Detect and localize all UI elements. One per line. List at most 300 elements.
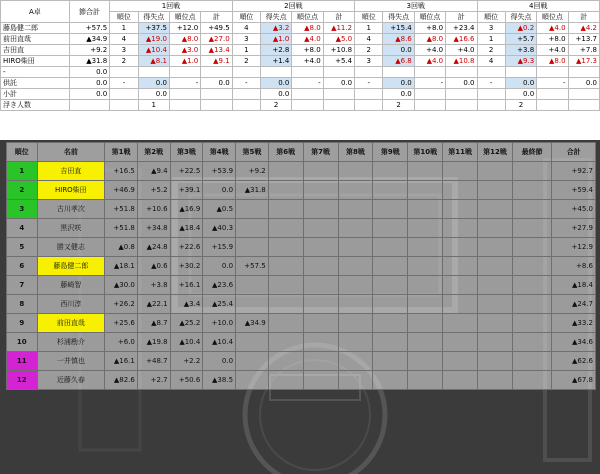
score-cell: +39.1 [170,181,203,200]
round-cell: 0.0 [505,78,536,89]
round-cell: - [355,78,383,89]
player-row [1,56,600,67]
score-cell: +51.8 [105,200,138,219]
round-cell [292,100,323,111]
total-cell: +92.7 [552,162,596,181]
standings-row [7,200,596,219]
rank-cell: 5 [7,238,38,257]
score-cell: +50.6 [170,371,203,390]
score-cell [338,371,373,390]
round-cell [323,89,354,100]
round-cell: +5.7 [505,34,536,45]
standings-row [7,219,596,238]
round-cell: 0.0 [201,78,232,89]
standings-row [7,181,596,200]
round-cell: ▲11.2 [323,23,354,34]
score-cell [443,276,478,295]
round-cell: 2 [110,56,138,67]
round-cell: +13.7 [568,34,599,45]
score-cell [268,333,303,352]
round-cell [201,100,232,111]
round-cell: ▲3.0 [169,45,200,56]
round-cell: +8.0 [537,34,568,45]
round-cell: 0.0 [260,78,291,89]
score-cell [478,295,513,314]
player-total: ▲34.9 [69,34,109,45]
score-cell: 0.0 [203,352,236,371]
score-cell [443,333,478,352]
standings-row [7,371,596,390]
score-cell: ▲25.4 [203,295,236,314]
round-cell: 4 [110,34,138,45]
round-cell: +4.0 [537,45,568,56]
score-cell [236,371,269,390]
score-cell: +22.5 [170,162,203,181]
score-cell: ▲9.4 [137,162,170,181]
round-cell [355,100,383,111]
round-cell: 0.0 [383,45,414,56]
round-cell [110,100,138,111]
score-cell [236,219,269,238]
score-cell [408,371,443,390]
standings-header: 第11戦 [443,143,478,162]
round-cell [201,67,232,78]
score-cell [268,257,303,276]
total-cell: ▲34.6 [552,333,596,352]
round-cell [355,67,383,78]
standings-table [6,142,596,390]
round-cell: ▲8.0 [537,56,568,67]
round-cell: 0.0 [383,78,414,89]
score-cell: +51.8 [105,219,138,238]
round-cell: +4.0 [414,45,445,56]
total-cell: +8.6 [552,257,596,276]
round-cell: ▲10.4 [138,45,169,56]
score-cell: +16.1 [170,276,203,295]
score-cell: +15.9 [203,238,236,257]
round-cell: ▲16.6 [446,34,477,45]
round-cell: ▲8.0 [292,23,323,34]
player-row [1,67,600,78]
score-cell [236,238,269,257]
score-cell: ▲16.1 [105,352,138,371]
round-cell: ▲8.1 [138,56,169,67]
round-cell: ▲9.1 [201,56,232,67]
score-cell [303,276,338,295]
round-cell [477,100,505,111]
score-cell: ▲30.0 [105,276,138,295]
score-cell [408,352,443,371]
score-cell: ▲0.8 [105,238,138,257]
round-cell: 2 [505,100,536,111]
round-cell [568,100,599,111]
score-cell [478,333,513,352]
score-cell: +10.0 [203,314,236,333]
score-cell [338,162,373,181]
score-cell: ▲24.8 [137,238,170,257]
round-cell: ▲10.8 [446,56,477,67]
round-cell: - [414,78,445,89]
score-cell [512,257,551,276]
round-cell: 0.0 [260,89,291,100]
sub-header: 計 [568,12,599,23]
score-cell [236,333,269,352]
score-cell [338,219,373,238]
round-cell: 1 [138,100,169,111]
player-name-cell: 藤崎智 [37,276,105,295]
score-cell [408,257,443,276]
standings-header: 第5戦 [236,143,269,162]
standings-header: 順位 [7,143,38,162]
score-cell [443,200,478,219]
round-header: 3回戦 [355,1,477,12]
score-cell [408,314,443,333]
player-total: 0.0 [69,67,109,78]
round-cell: 0.0 [446,78,477,89]
score-cell [478,314,513,333]
standings-header: 第4戦 [203,143,236,162]
standings-header: 名前 [37,143,105,162]
round-cell: +3.8 [505,45,536,56]
round-cell [292,89,323,100]
player-row [1,89,600,100]
round-cell: ▲1.0 [169,56,200,67]
total-cell: ▲33.2 [552,314,596,333]
standings-header: 最終節 [512,143,551,162]
total-cell: +59.4 [552,181,596,200]
rank-cell: 1 [7,162,38,181]
score-cell [408,276,443,295]
standings-header: 合計 [552,143,596,162]
score-cell [303,219,338,238]
score-cell [512,200,551,219]
round-cell: ▲0.2 [505,23,536,34]
score-cell: +48.7 [137,352,170,371]
score-cell: ▲3.4 [170,295,203,314]
score-cell [303,257,338,276]
round-cell: - [292,78,323,89]
rank-cell: 4 [7,219,38,238]
round-cell: 3 [355,56,383,67]
standings-header: 第10戦 [408,143,443,162]
score-cell [373,200,408,219]
score-cell [303,352,338,371]
standings-header: 第3戦 [170,143,203,162]
score-cell: ▲25.2 [170,314,203,333]
standings-panel [0,140,600,474]
score-cell [408,219,443,238]
round-cell: ▲13.4 [201,45,232,56]
standings-header: 第2戦 [137,143,170,162]
score-cell [443,295,478,314]
score-cell [478,162,513,181]
score-cell [512,181,551,200]
score-cell: ▲34.9 [236,314,269,333]
round-cell: ▲19.0 [138,34,169,45]
score-cell: +34.8 [137,219,170,238]
standings-header: 第12戦 [478,143,513,162]
score-cell: ▲8.7 [137,314,170,333]
sub-header: 順位点 [169,12,200,23]
score-cell [443,181,478,200]
round-cell: 2 [260,100,291,111]
score-cell [303,371,338,390]
round-cell: +8.0 [414,23,445,34]
score-cell: +57.5 [236,257,269,276]
score-cell [408,238,443,257]
rank-cell: 10 [7,333,38,352]
round-cell: ▲3.2 [260,23,291,34]
round-cell [568,89,599,100]
score-cell [338,295,373,314]
score-cell [478,257,513,276]
standings-header: 第8戦 [338,143,373,162]
score-cell [303,162,338,181]
player-total [69,100,109,111]
round-cell: - [537,78,568,89]
round-cell [446,67,477,78]
round-cell [537,89,568,100]
round-cell: 0.0 [505,89,536,100]
round-cell: 0.0 [568,78,599,89]
player-total: 0.0 [69,89,109,100]
round-cell [446,89,477,100]
standings-header: 第1戦 [105,143,138,162]
score-cell [373,314,408,333]
player-name-cell: 前田直哉 [37,314,105,333]
score-cell [338,352,373,371]
player-name-cell: 西川淳 [37,295,105,314]
score-cell: +6.0 [105,333,138,352]
round-cell [323,67,354,78]
score-cell [373,238,408,257]
sub-header: 計 [446,12,477,23]
sub-header: 順位点 [537,12,568,23]
round-cell: - [110,78,138,89]
score-cell [268,314,303,333]
player-row [1,34,600,45]
round-cell [110,89,138,100]
total-cell: ▲18.4 [552,276,596,295]
round-cell [414,100,445,111]
score-cell: +10.6 [137,200,170,219]
player-row [1,23,600,34]
player-name: 供託 [1,78,70,89]
total-cell: ▲62.6 [552,352,596,371]
score-cell: +5.2 [137,181,170,200]
round-cell: 3 [232,34,260,45]
standings-header: 第6戦 [268,143,303,162]
score-cell [303,181,338,200]
score-cell: +22.6 [170,238,203,257]
score-cell: +2.2 [170,352,203,371]
standings-header-row [7,143,596,162]
round-cell [383,67,414,78]
col-total-header: 節合計 [69,1,109,23]
score-cell [512,371,551,390]
sub-header: 順位 [110,12,138,23]
score-cell [236,352,269,371]
round-cell [568,67,599,78]
rank-cell: 6 [7,257,38,276]
score-cell: 0.0 [203,181,236,200]
rank-cell: 11 [7,352,38,371]
score-cell: +46.9 [105,181,138,200]
score-cell: ▲23.6 [203,276,236,295]
score-cell [408,181,443,200]
total-cell: +45.0 [552,200,596,219]
player-name-cell: 吉田直 [37,162,105,181]
player-name: HIRO柴田 [1,56,70,67]
sub-header: 得失点 [260,12,291,23]
rank-cell: 7 [7,276,38,295]
round-cell: 2 [232,56,260,67]
score-cell: +53.9 [203,162,236,181]
score-cell [338,181,373,200]
sub-header: 順位 [232,12,260,23]
round-cell [201,89,232,100]
sub-header: 得失点 [138,12,169,23]
score-cell [268,295,303,314]
round-cell [446,100,477,111]
score-cell: ▲38.5 [203,371,236,390]
standings-row [7,257,596,276]
table-a-results [0,0,600,111]
score-cell [268,162,303,181]
score-cell [268,200,303,219]
score-cell [373,219,408,238]
total-cell: ▲24.7 [552,295,596,314]
round-cell: ▲17.3 [568,56,599,67]
score-cell: 0.0 [203,257,236,276]
score-cell [338,333,373,352]
round-cell: +5.4 [323,56,354,67]
standings-header: 第9戦 [373,143,408,162]
sub-header: 計 [323,12,354,23]
player-name-cell: 黒沢咲 [37,219,105,238]
score-cell: ▲18.1 [105,257,138,276]
sub-header: 計 [201,12,232,23]
round-cell: ▲5.0 [323,34,354,45]
round-cell: 3 [110,45,138,56]
round-cell: 4 [355,34,383,45]
round-cell: - [232,78,260,89]
score-cell [373,162,408,181]
round-cell [323,100,354,111]
round-cell: 0.0 [383,89,414,100]
score-cell: ▲31.8 [236,181,269,200]
player-name: 吉田直 [1,45,70,56]
score-cell: +16.5 [105,162,138,181]
score-cell [478,371,513,390]
round-cell: - [169,78,200,89]
round-cell: ▲8.0 [414,34,445,45]
round-cell [355,89,383,100]
score-cell [443,219,478,238]
score-cell [268,371,303,390]
score-cell [373,257,408,276]
score-cell: ▲16.9 [170,200,203,219]
score-cell [236,295,269,314]
round-cell: ▲27.0 [201,34,232,45]
sub-header: 順位点 [414,12,445,23]
score-cell [512,219,551,238]
score-cell [373,352,408,371]
sub-header: 順位 [355,12,383,23]
round-cell [138,67,169,78]
score-cell [478,181,513,200]
score-cell [268,276,303,295]
player-name-cell: 近藤久春 [37,371,105,390]
round-cell: 3 [477,23,505,34]
score-cell [443,257,478,276]
round-cell: 4 [477,56,505,67]
round-cell: +10.8 [323,45,354,56]
round-cell [477,89,505,100]
score-cell [338,257,373,276]
sub-header: 順位 [477,12,505,23]
player-name: 浮き人数 [1,100,70,111]
player-total: +57.5 [69,23,109,34]
table-label: A卓 [1,1,70,23]
round-cell [505,67,536,78]
round-cell: +2.8 [260,45,291,56]
rank-cell: 2 [7,181,38,200]
score-cell: +26.2 [105,295,138,314]
score-cell [268,352,303,371]
player-name: 藤島健二郎 [1,23,70,34]
score-cell [478,200,513,219]
round-cell [292,67,323,78]
round-cell [169,89,200,100]
score-cell: ▲40.3 [203,219,236,238]
sub-header: 得失点 [383,12,414,23]
score-cell: ▲10.4 [203,333,236,352]
round-header: 1回戦 [110,1,232,12]
score-cell [512,162,551,181]
score-cell: ▲19.8 [137,333,170,352]
round-cell: +23.4 [446,23,477,34]
player-total: 0.0 [69,78,109,89]
player-total: ▲31.8 [69,56,109,67]
player-name-cell: 一井慎也 [37,352,105,371]
round-cell [260,67,291,78]
score-cell [338,276,373,295]
standings-row [7,162,596,181]
round-cell [477,67,505,78]
score-cell [373,371,408,390]
sub-header: 得失点 [505,12,536,23]
round-cell: +4.0 [292,56,323,67]
player-name: - [1,67,70,78]
round-cell: +8.0 [292,45,323,56]
score-cell [338,314,373,333]
round-cell: ▲8.6 [383,34,414,45]
score-cell [478,219,513,238]
standings-row [7,314,596,333]
round-cell: 4 [232,23,260,34]
score-cell [303,295,338,314]
round-cell: ▲8.0 [169,34,200,45]
round-cell: ▲4.0 [292,34,323,45]
score-cell [268,219,303,238]
score-cell [408,200,443,219]
round-cell: ▲4.0 [537,23,568,34]
score-cell: +3.8 [137,276,170,295]
score-cell [478,238,513,257]
score-cell [338,200,373,219]
round-cell [232,67,260,78]
